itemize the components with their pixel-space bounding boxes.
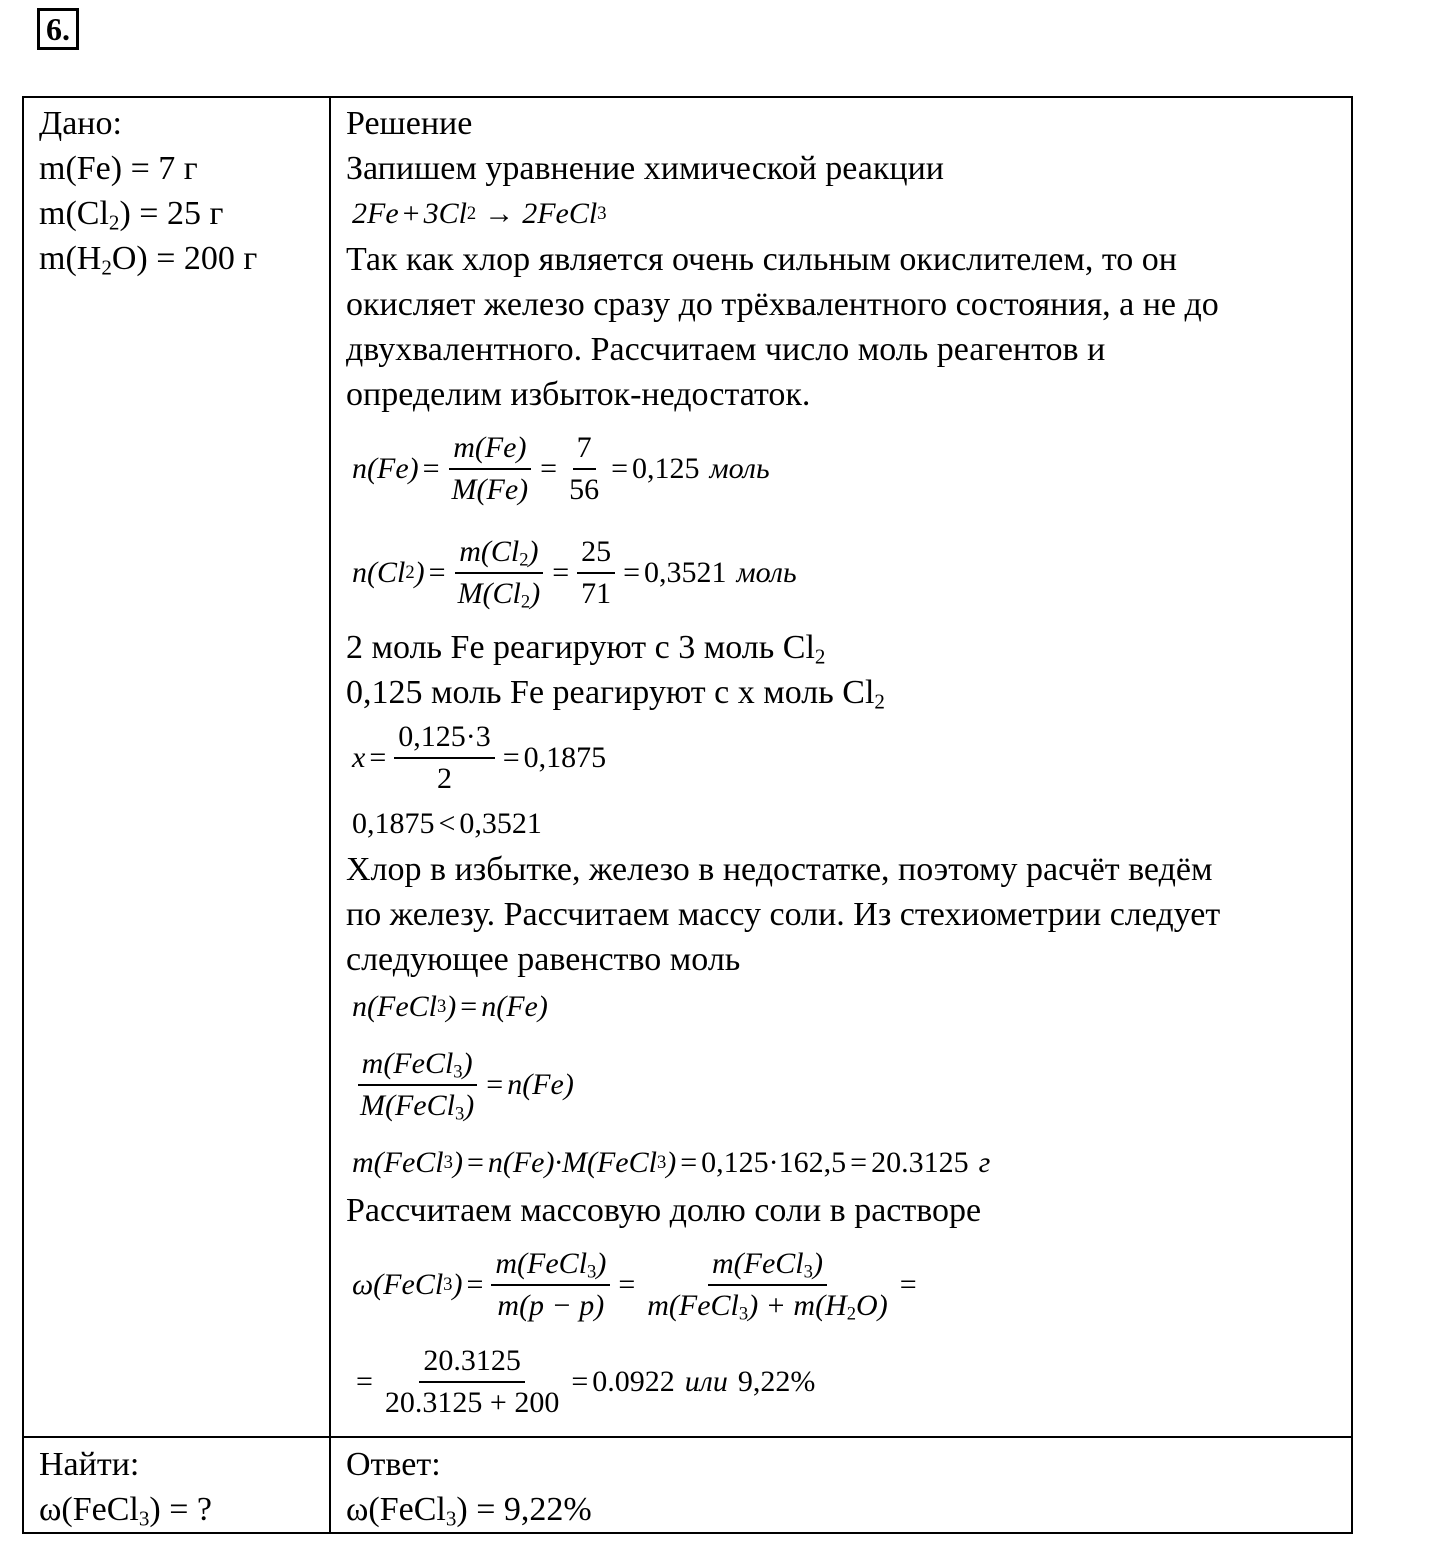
ratio-line1: 2 моль Fe реагируют с 3 моль $Cl_2$ <box>346 629 826 669</box>
formula-n-cl2: n(Cl 2 ) = $\frac{m(Cl_2)}{M(Cl_2)}$ = $\frac{25}{71}$ = 0,3521 моль <box>352 535 797 613</box>
formula-mass: m(FeCl 3 ) = n(Fe)·M(FeCl 3 ) = 0,125·162,5 = 20.3125 г <box>352 1146 991 1179</box>
solution-cell <box>330 97 1352 1437</box>
answer-value: ω(FeCl$_3$) = 9,22% <box>346 1491 592 1531</box>
task-number: 6. <box>37 8 79 50</box>
para1-line1: Так как хлор является очень сильным окислителем, то он <box>346 241 1177 278</box>
given-title: Дано: <box>39 105 122 142</box>
ratio-line2: 0,125 моль Fe реагируют с x моль $Cl_2$ <box>346 674 885 714</box>
formula-n-fe: n(Fe) = $\frac{m(Fe)}{M(Fe)}$ = $\frac{7}{56}$ = 0,125 моль <box>352 431 770 506</box>
para3: Рассчитаем массовую долю соли в растворе <box>346 1192 982 1229</box>
para1-line3: двухвалентного. Рассчитаем число моль реагентов и <box>346 331 1106 368</box>
solution-intro: Запишем уравнение химической реакции <box>346 150 944 187</box>
find-title: Найти: <box>39 1446 140 1483</box>
given-cell <box>23 97 330 1437</box>
comparison: 0,1875 < 0,3521 <box>352 807 542 840</box>
given-mass-cl2: $m(Cl_2) = 25$ г <box>39 195 224 235</box>
answer-cell <box>330 1437 1352 1533</box>
given-mass-h2o: $m(H_2O) = 200$ г <box>39 240 258 280</box>
solution-table <box>22 96 1353 1534</box>
given-mass-fe: m(Fe) = 7 г <box>39 150 198 187</box>
find-target: ω(FeCl$_3$) = ? <box>39 1491 212 1531</box>
formula-final: = $\frac{20.3125}{20.3125 + 200}$ = 0.0922 или 9,22% <box>356 1344 816 1419</box>
para1-line2: окисляет железо сразу до трёхвалентного состояния, а не до <box>346 286 1219 323</box>
formula-omega: ω(FeCl 3 ) = $\frac{m(FeCl_3)}{m(p - p)}$ = $\frac{m(FeCl_3)}{m(FeCl_3) + m(H_2O)}$ = <box>352 1247 917 1325</box>
formula-x: x = $\frac{0,125\cdot 3}{2}$ = 0,1875 <box>352 720 607 795</box>
formula-n-equal: n(FeCl 3 ) = n(Fe) <box>352 990 548 1023</box>
para1-line4: определим избыток-недостаток. <box>346 376 811 413</box>
para2-line1: Хлор в избытке, железо в недостатке, поэтому расчёт ведём <box>346 851 1213 888</box>
answer-title: Ответ: <box>346 1446 441 1483</box>
formula-mass-ratio: $\frac{m(FeCl_3)}{M(FeCl_3)}$ = n(Fe) <box>346 1032 1351 1138</box>
para2-line3: следующее равенство моль <box>346 941 741 978</box>
para2-line2: по железу. Рассчитаем массу соли. Из стехиометрии следует <box>346 896 1221 933</box>
reaction-equation: 2Fe + 3Cl 2 → 2FeCl 3 <box>352 197 607 230</box>
solution-title: Решение <box>346 105 473 142</box>
find-cell <box>23 1437 330 1533</box>
